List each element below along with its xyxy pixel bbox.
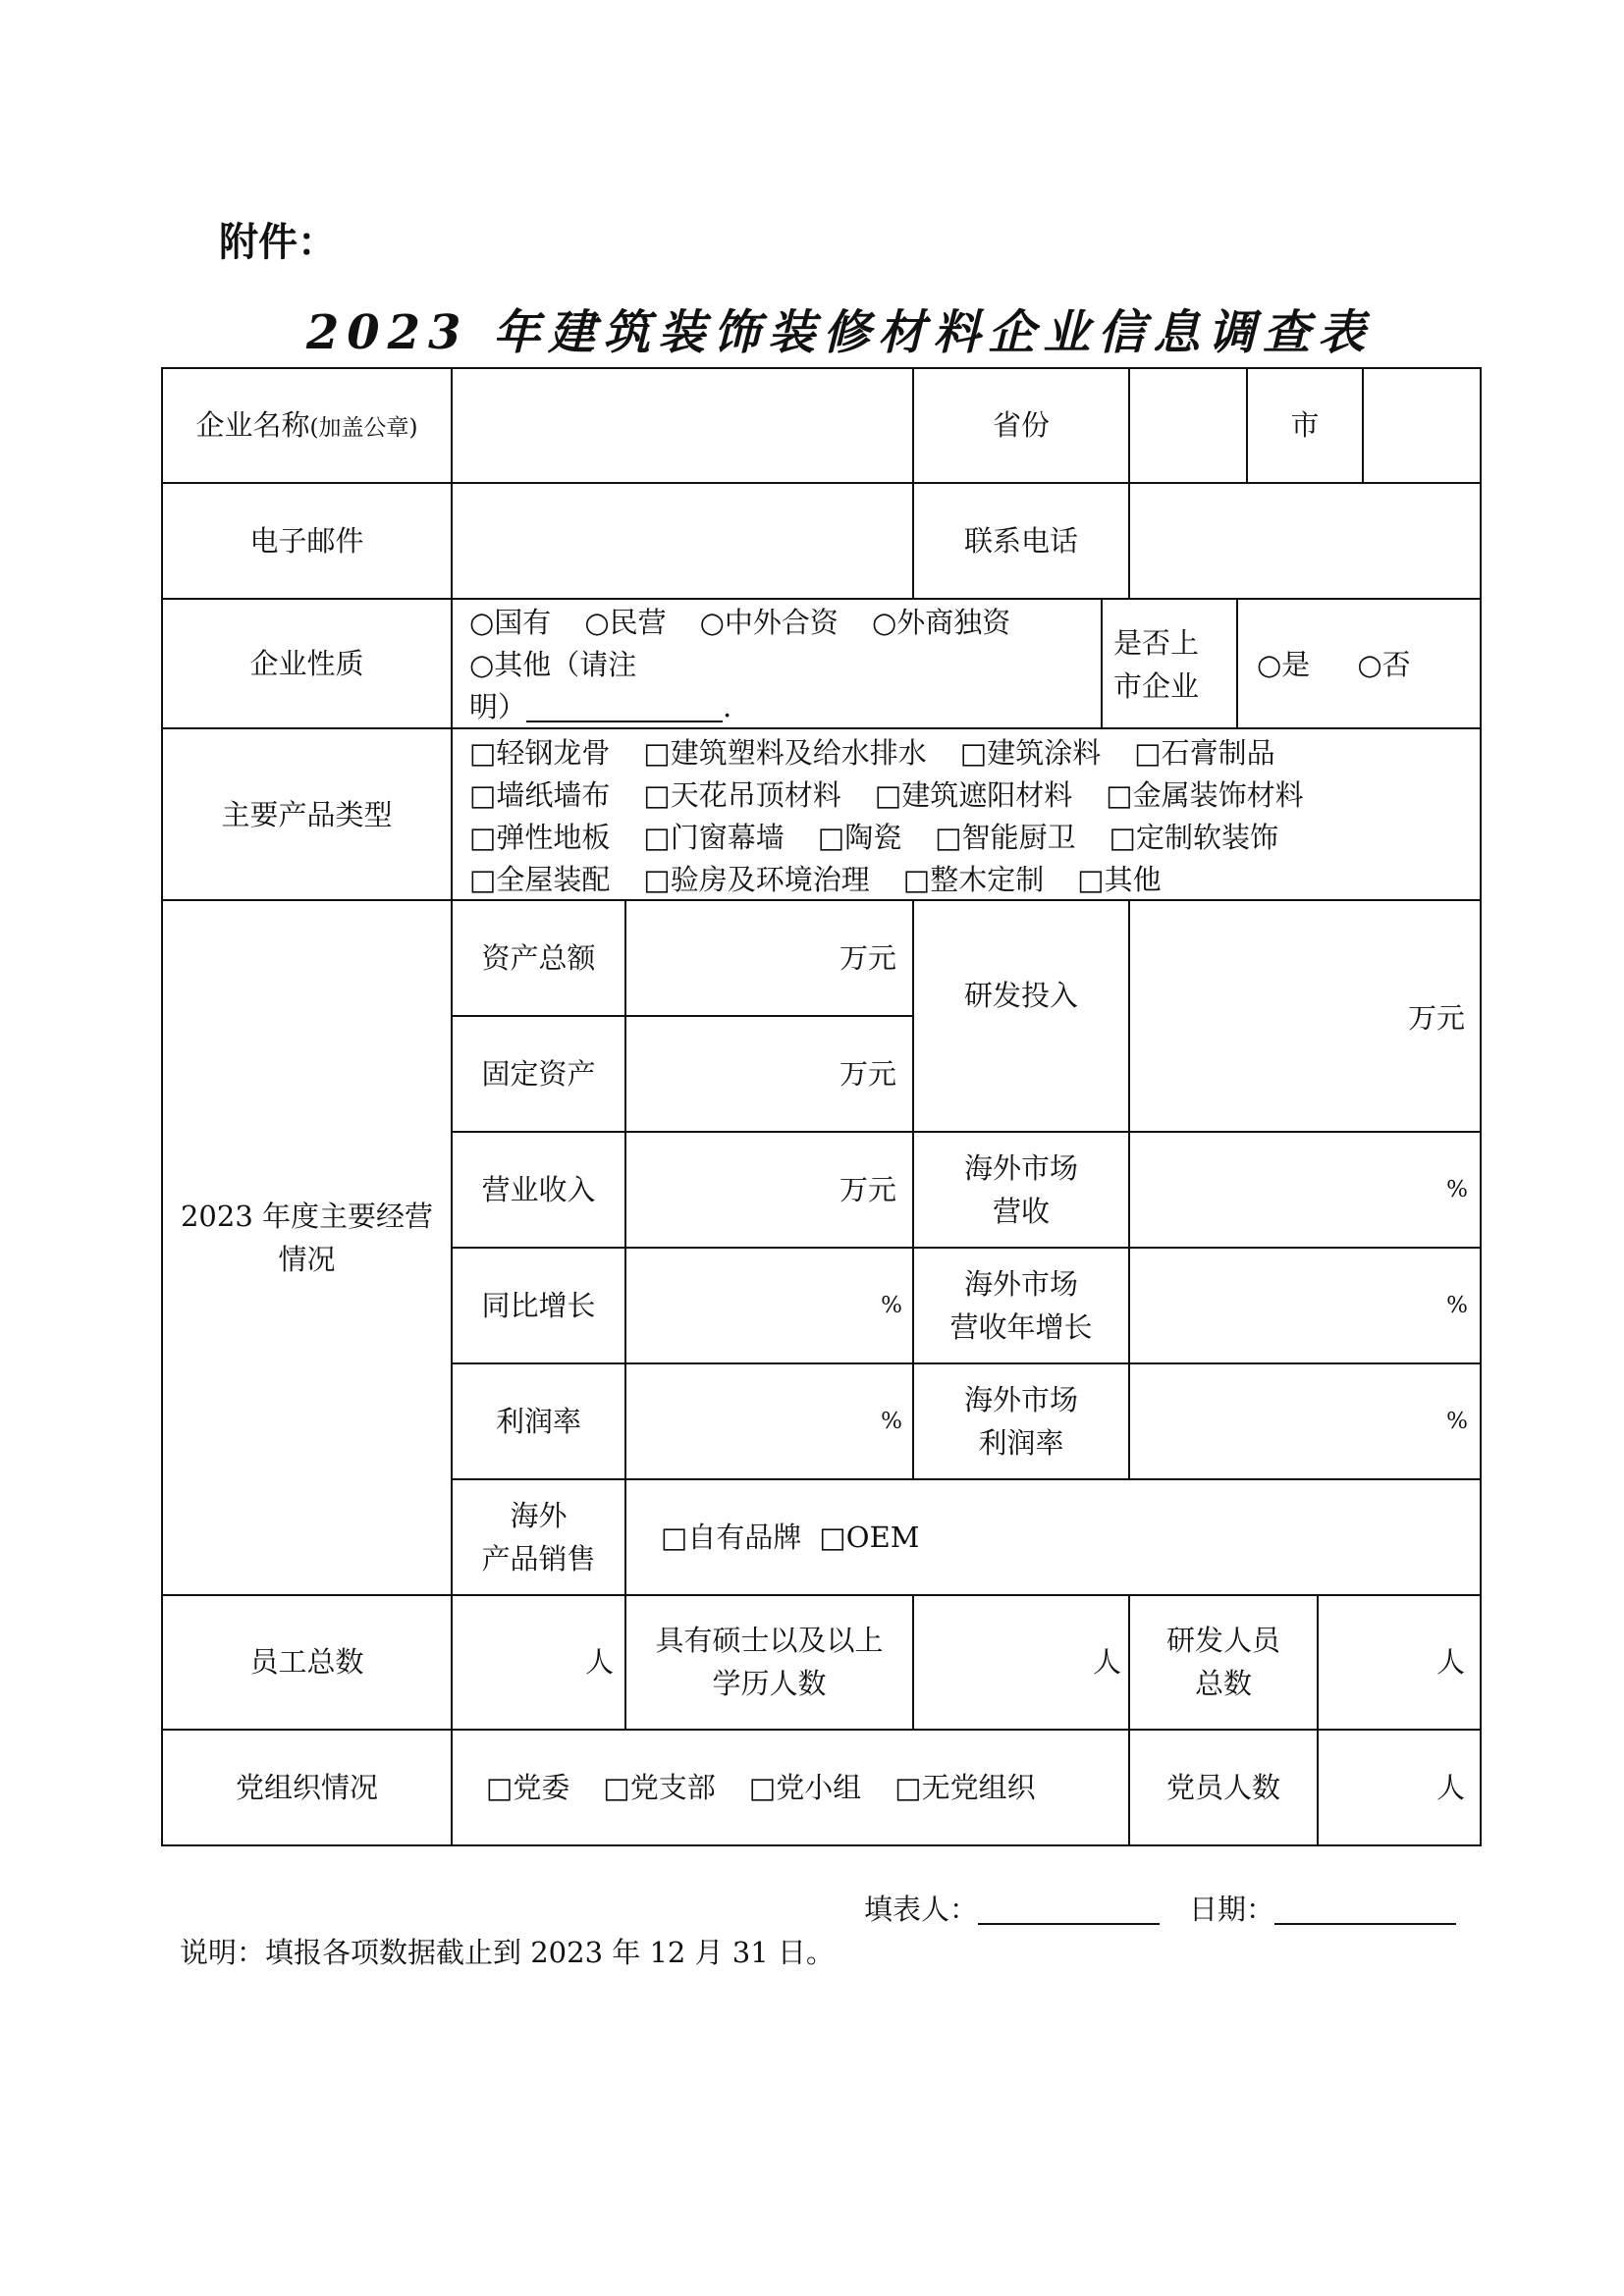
listed-label-line2: 市企业: [1113, 669, 1200, 703]
total-assets-unit: 万元: [839, 941, 896, 975]
product-soft-furnishing[interactable]: □定制软装饰: [1109, 821, 1279, 854]
nature-option-jv[interactable]: ○中外合资: [699, 606, 839, 639]
overseas-profit-unit: %: [1446, 1409, 1468, 1434]
operations-label-line2: 情况: [278, 1243, 336, 1276]
filler-input[interactable]: [978, 1894, 1160, 1925]
profit-rate-label: 利润率: [495, 1405, 581, 1438]
overseas-sales-label-line2: 产品销售: [481, 1542, 596, 1575]
overseas-oem-option[interactable]: □OEM: [819, 1521, 920, 1554]
party-none-option[interactable]: □无党组织: [894, 1771, 1036, 1804]
rd-staff-unit: 人: [1435, 1645, 1465, 1679]
overseas-profit-label-line1: 海外市场: [963, 1383, 1078, 1416]
overseas-own-brand-option[interactable]: □自有品牌: [661, 1521, 802, 1554]
rd-investment-unit: 万元: [1407, 1001, 1465, 1035]
party-options: [486, 1766, 1036, 1809]
nature-other-specify: [469, 685, 731, 728]
yoy-growth-label: 同比增长: [481, 1289, 596, 1322]
product-doors-windows[interactable]: □门窗幕墙: [643, 821, 785, 854]
party-label: 党组织情况: [235, 1771, 378, 1804]
yoy-growth-unit: %: [881, 1293, 902, 1318]
party-members-label: 党员人数: [1165, 1771, 1280, 1804]
nature-options-row: [469, 601, 1010, 644]
nature-other-input[interactable]: [526, 691, 723, 722]
fixed-assets-label: 固定资产: [481, 1057, 596, 1091]
overseas-revenue-label-line1: 海外市场: [963, 1151, 1078, 1185]
party-members-unit: 人: [1435, 1771, 1465, 1804]
product-light-steel[interactable]: □轻钢龙骨: [469, 736, 611, 770]
product-plastics-plumbing[interactable]: □建筑塑料及给水排水: [643, 736, 927, 770]
product-whole-house[interactable]: □全屋装配: [469, 863, 611, 896]
nature-other-end: .: [723, 690, 732, 723]
fixed-assets-unit: 万元: [839, 1057, 896, 1091]
listed-label-line1: 是否上: [1113, 626, 1200, 660]
total-assets-label: 资产总额: [481, 941, 596, 975]
employees-label: 员工总数: [249, 1645, 364, 1679]
product-coatings[interactable]: □建筑涂料: [959, 736, 1102, 770]
overseas-profit-label-line2: 利润率: [978, 1426, 1064, 1460]
product-wood-custom[interactable]: □整木定制: [902, 863, 1045, 896]
employees-unit: 人: [584, 1645, 614, 1679]
product-wallpaper[interactable]: □墙纸墙布: [469, 778, 611, 812]
listed-yes-option[interactable]: ○是: [1257, 648, 1311, 681]
product-row-3: [469, 816, 1278, 859]
product-row-4: [469, 858, 1162, 901]
signature-row: [864, 1888, 1456, 1931]
nature-option-other[interactable]: ○其他（请注: [469, 648, 637, 681]
nature-option-private[interactable]: ○民营: [584, 606, 667, 639]
product-ceramics[interactable]: □陶瓷: [817, 821, 902, 854]
overseas-sales-label-line1: 海外: [510, 1499, 568, 1532]
party-group-option[interactable]: □党小组: [748, 1771, 862, 1804]
company-name-label: [162, 403, 452, 450]
product-gypsum[interactable]: □石膏制品: [1134, 736, 1275, 770]
date-label: 日期：: [1189, 1893, 1275, 1926]
listed-options: [1257, 643, 1411, 686]
party-branch-option[interactable]: □党支部: [603, 1771, 716, 1804]
date-input[interactable]: [1274, 1894, 1456, 1925]
nature-option-state[interactable]: ○国有: [469, 606, 552, 639]
operations-label-line1: 2023 年度主要经营: [180, 1200, 434, 1233]
overseas-revenue-unit: %: [1446, 1177, 1468, 1202]
province-label: 省份: [992, 408, 1050, 442]
email-label: 电子邮件: [249, 524, 364, 558]
revenue-unit: 万元: [839, 1173, 896, 1206]
masters-label-line1: 具有硕士以及以上: [655, 1624, 884, 1657]
masters-label-line2: 学历人数: [712, 1667, 827, 1700]
product-inspection[interactable]: □验房及环境治理: [643, 863, 870, 896]
overseas-sales-options: [661, 1516, 919, 1559]
company-name-note: (加盖公章): [309, 415, 418, 441]
rd-staff-label-line1: 研发人员: [1165, 1624, 1280, 1657]
attachment-label: 附件：: [219, 220, 337, 265]
nature-option-foreign[interactable]: ○外商独资: [871, 606, 1011, 639]
rd-investment-label: 研发投入: [963, 979, 1078, 1012]
phone-label: 联系电话: [963, 524, 1078, 558]
products-label: 主要产品类型: [221, 798, 393, 831]
overseas-growth-label-line2: 营收年增长: [949, 1310, 1093, 1344]
footer-note: 说明：填报各项数据截止到 2023 年 12 月 31 日。: [180, 1936, 835, 1969]
city-label: 市: [1290, 408, 1320, 442]
product-ceiling[interactable]: □天花吊顶材料: [643, 778, 841, 812]
overseas-growth-label-line1: 海外市场: [963, 1267, 1078, 1301]
product-smart-kitchen[interactable]: □智能厨卫: [935, 821, 1076, 854]
profit-rate-unit: %: [881, 1409, 902, 1434]
product-sunshade[interactable]: □建筑遮阳材料: [874, 778, 1073, 812]
overseas-revenue-label-line2: 营收: [992, 1195, 1050, 1228]
product-row-1: [469, 731, 1275, 774]
revenue-label: 营业收入: [481, 1173, 596, 1206]
masters-unit: 人: [1092, 1645, 1121, 1679]
form-title: 2023 年建筑装饰装修材料企业信息调查表: [305, 305, 1374, 360]
overseas-growth-unit: %: [1446, 1293, 1468, 1318]
filler-label: 填表人：: [864, 1893, 979, 1926]
listed-no-option[interactable]: ○否: [1357, 648, 1411, 681]
nature-other-text: 明）: [469, 690, 527, 723]
rd-staff-label-line2: 总数: [1194, 1667, 1252, 1700]
product-metal-decor[interactable]: □金属装饰材料: [1106, 778, 1304, 812]
product-row-2: [469, 774, 1304, 817]
party-committee-option[interactable]: □党委: [486, 1771, 570, 1804]
company-name-text: 企业名称: [195, 408, 310, 442]
nature-label: 企业性质: [249, 647, 364, 680]
product-other[interactable]: □其他: [1077, 863, 1162, 896]
product-resilient-floor[interactable]: □弹性地板: [469, 821, 611, 854]
